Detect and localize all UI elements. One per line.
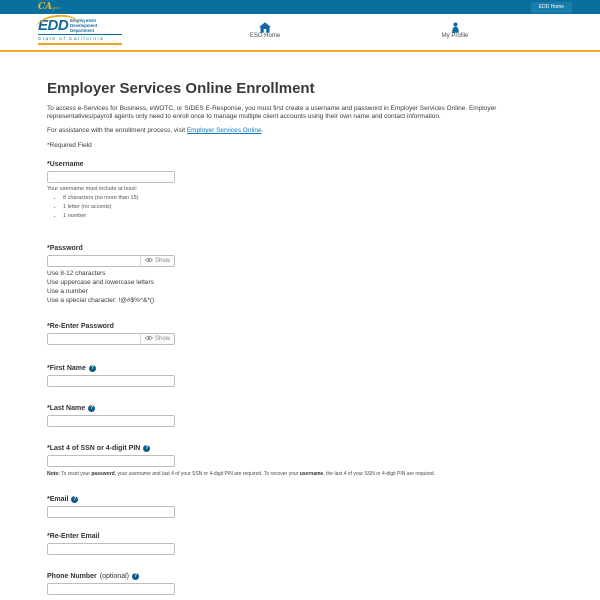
reenter-email-label: *Re-Enter Email — [47, 532, 100, 540]
email-label: *Email — [47, 495, 69, 503]
note-text: , the last 4 of your SSN or 4-digit PIN are required. — [323, 470, 436, 477]
nav-my-profile[interactable] — [423, 20, 487, 39]
edd-dept-line: Employment — [70, 18, 96, 23]
password-rule: Use uppercase and lowercase letters — [47, 278, 154, 286]
username-rule: • 1 number — [63, 212, 560, 221]
first-name-field-group — [47, 365, 560, 387]
phone-field-group — [47, 573, 560, 595]
reenter-password-field-group — [47, 323, 560, 345]
page-title: Employer Services Online Enrollment — [47, 80, 315, 97]
edd-dept-line: Development — [70, 22, 98, 28]
ssn-pin-input[interactable] — [47, 455, 175, 467]
username-rules-intro: Your username must include at least: — [47, 185, 138, 192]
assistance-suffix: . — [261, 127, 264, 134]
password-input-wrapper — [47, 255, 175, 267]
employer-services-online-link[interactable]: Employer Services Online — [186, 127, 262, 134]
last-name-label: *Last Name — [47, 404, 86, 412]
password-rules — [47, 269, 560, 305]
note-text: , your username and last 4 of your SSN or 4-digit PIN are required. To recover your — [114, 470, 300, 477]
first-name-input[interactable] — [47, 375, 175, 387]
reenter-password-input-wrapper — [47, 333, 175, 345]
ssn-pin-label: *Last 4 of SSN or 4-digit PIN — [47, 444, 141, 452]
help-icon[interactable]: ? — [90, 404, 94, 411]
enrollment-content — [0, 80, 600, 595]
reenter-email-field-group — [47, 533, 560, 555]
username-rule: • 1 letter (no accents) — [63, 203, 560, 212]
email-label-row — [47, 496, 560, 503]
edd-home-link[interactable]: EDD Home — [531, 2, 572, 13]
phone-input[interactable] — [47, 583, 175, 595]
reenter-password-show-label: Show — [154, 335, 170, 342]
nav-my-profile-label: My Profile — [441, 33, 469, 39]
ca-gov-logo-sub: gov — [52, 4, 61, 10]
password-label: *Password — [47, 244, 83, 252]
username-field-group — [47, 161, 560, 221]
ssn-pin-field-group — [47, 445, 560, 477]
username-label: *Username — [47, 160, 84, 168]
ca-gov-logo-main: CA — [38, 1, 53, 12]
brand-bar — [0, 14, 600, 50]
reenter-email-input[interactable] — [47, 543, 175, 555]
ssn-pin-label-row — [47, 445, 560, 452]
eye-icon — [145, 335, 153, 343]
utility-bar — [0, 0, 600, 14]
first-name-label: *First Name — [47, 364, 86, 372]
person-icon — [423, 20, 487, 31]
ssn-pin-note — [47, 471, 560, 477]
nav-eso-home[interactable] — [233, 20, 297, 39]
edd-dept-line: Department — [70, 27, 95, 33]
eye-icon — [145, 257, 153, 265]
email-input[interactable] — [47, 506, 175, 518]
nav-eso-home-label: ESO Home — [249, 33, 281, 39]
edd-logo[interactable] — [38, 19, 122, 45]
assistance-line — [47, 127, 560, 135]
edd-logo-state-line: State of California — [38, 34, 122, 45]
password-rule: Use a special character: !@#$%^&*() — [47, 296, 155, 304]
help-icon[interactable]: ? — [90, 364, 94, 371]
help-icon[interactable]: ? — [145, 444, 149, 451]
ca-gov-logo[interactable] — [38, 0, 61, 15]
password-show-label: Show — [154, 257, 170, 264]
phone-label-row — [47, 573, 560, 580]
last-name-field-group — [47, 405, 560, 427]
phone-label: Phone Number — [47, 572, 97, 580]
page-header — [0, 0, 600, 52]
first-name-label-row — [47, 365, 560, 372]
username-rules-list — [47, 194, 560, 221]
email-field-group — [47, 496, 560, 518]
username-input[interactable] — [47, 171, 175, 183]
reenter-password-input[interactable] — [48, 334, 140, 344]
edd-logo-dept-lines — [70, 19, 97, 33]
help-icon[interactable]: ? — [133, 572, 138, 579]
intro-paragraph: To access e-Services for Business, eWOTC, or SIDES E-Response, you must first create a username and password in Employer Services Online. Employer representatives/payroll agents only need to enroll once to manage multiple client accounts using their own name and contact information. — [47, 105, 497, 120]
note-bold: password — [91, 470, 115, 477]
password-show-button[interactable] — [140, 256, 174, 266]
note-text: To reset your — [59, 470, 92, 477]
password-input[interactable] — [48, 256, 140, 266]
edd-logo-acronym: EDD — [38, 17, 69, 34]
help-icon[interactable]: ? — [73, 495, 77, 502]
home-icon — [233, 20, 297, 31]
required-field-note: *Required Field — [47, 141, 92, 149]
assistance-prefix: For assistance with the enrollment process, visit — [47, 127, 187, 134]
reenter-password-label: *Re-Enter Password — [47, 322, 114, 330]
last-name-label-row — [47, 405, 560, 412]
note-label: Note: — [47, 470, 60, 477]
password-rule: Use 8-12 characters — [47, 269, 106, 277]
password-field-group — [47, 245, 560, 305]
password-rule: Use a number — [47, 287, 88, 295]
username-rule: • 8 characters (no more than 15) — [63, 194, 560, 203]
phone-optional-label: (optional) — [99, 572, 129, 580]
gold-divider — [0, 50, 600, 52]
reenter-password-show-button[interactable] — [140, 334, 174, 344]
last-name-input[interactable] — [47, 415, 175, 427]
note-bold: username — [299, 470, 324, 477]
